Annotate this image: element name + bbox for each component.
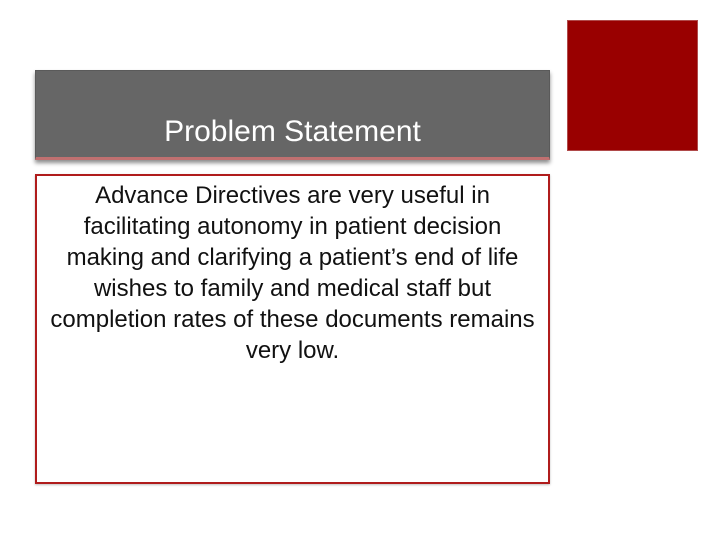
content-box [35, 174, 550, 484]
slide-title: Problem Statement [164, 115, 421, 148]
problem-statement-text: Advance Directives are very useful in facilitating autonomy in patient decision making and clarifying a patient’s end of life wishes to family and medical staff but completion rates of these documents remains very low. [50, 182, 535, 364]
title-bar [35, 70, 550, 160]
accent-square [567, 20, 698, 151]
